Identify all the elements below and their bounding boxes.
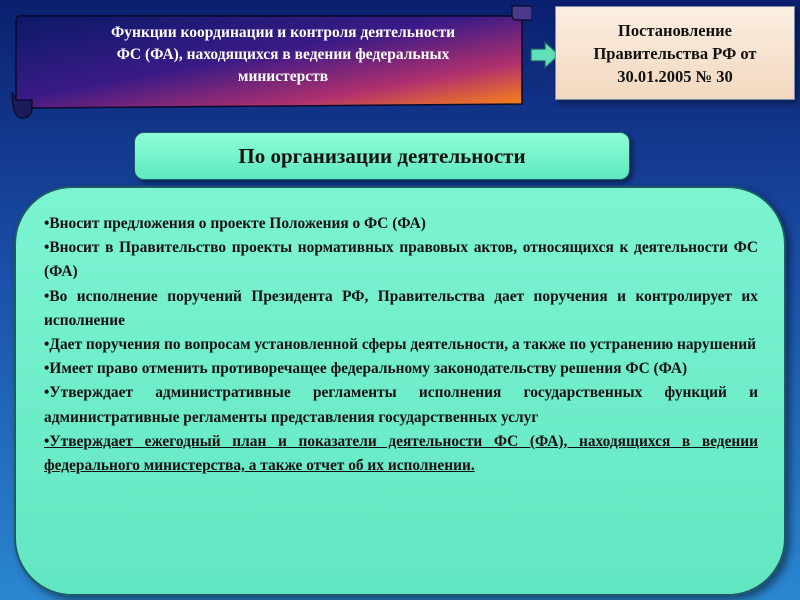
- list-item: •Вносит предложения о проекте Положения о ФС (ФА): [44, 215, 426, 232]
- decree-line-3: 30.01.2005 № 30: [617, 66, 733, 86]
- functions-list: [44, 212, 758, 478]
- banner-title: [38, 22, 528, 88]
- list-item: •Утверждает ежегодный план и показатели деятельности ФС (ФА), находящихся в ведении федерального министерства, а также отчет об их исполнении.: [44, 432, 758, 475]
- list-item: •Имеет право отменить противоречащее федеральному законодательству решения ФС (ФА): [44, 360, 688, 378]
- decree-reference-box: [555, 6, 795, 100]
- list-item: •Утверждает административные регламенты исполнения государственных функций и административные регламенты представления государственных услуг: [44, 384, 758, 426]
- banner-line-1: Функции координации и контроля деятельности: [110, 24, 456, 41]
- list-item: •Вносит в Правительство проекты нормативных правовых актов, относящихся к деятельности ФС (ФА): [44, 239, 758, 281]
- title-scroll-banner: [10, 2, 532, 120]
- list-item: •Во исполнение поручений Президента РФ, Правительства дает поручения и контролирует их исполнение: [44, 287, 758, 329]
- decree-line-1: Постановление: [618, 20, 732, 40]
- list-item: •Дает поручения по вопросам установленной сферы деятельности, а также по устранению нарушений: [44, 336, 757, 354]
- section-subtitle: По организации деятельности: [134, 132, 630, 180]
- banner-line-3: министерств: [237, 68, 329, 85]
- banner-line-2: ФС (ФА), находящихся в ведении федеральных: [116, 46, 450, 63]
- decree-line-2: Правительства РФ от: [593, 43, 757, 63]
